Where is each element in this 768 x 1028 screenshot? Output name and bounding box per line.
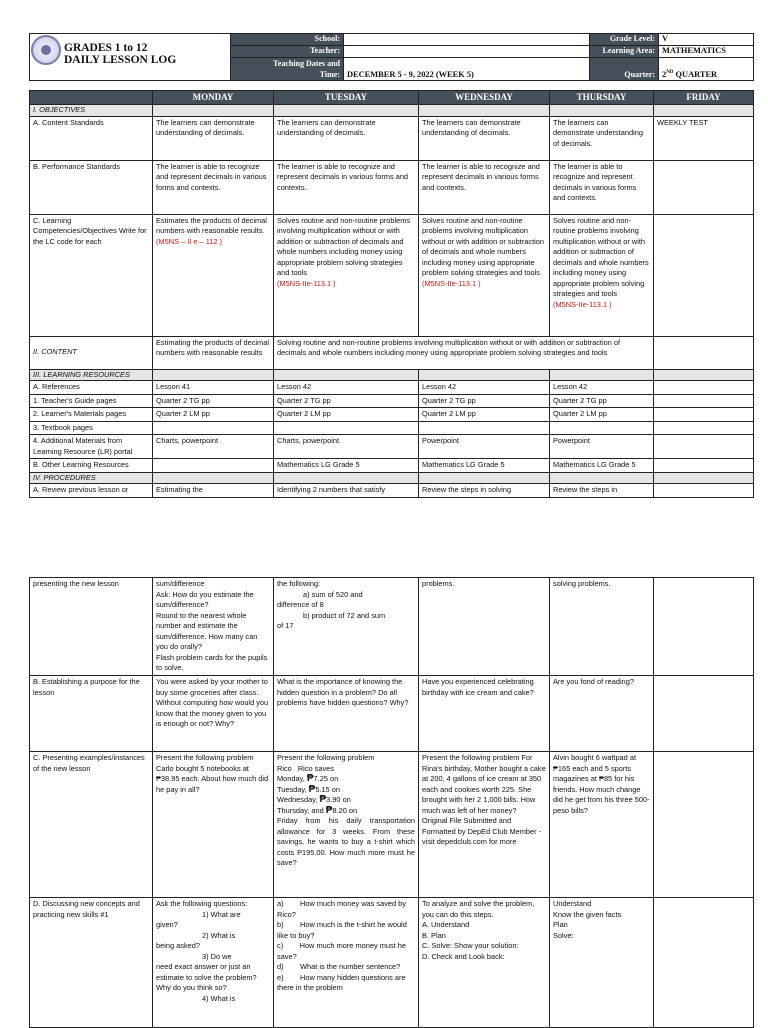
comp-thu (550, 214, 654, 336)
content-std-wed: The learners can demonstrate understanding of decimals. (419, 116, 550, 160)
add-mon: Charts, powerpoint (153, 435, 274, 459)
discuss-tue-a (277, 899, 415, 920)
discuss-tue-a-mark: a) (277, 899, 284, 908)
section-procedures (30, 472, 754, 484)
present-tue-line0: Present the following problem (277, 753, 375, 762)
review-label: A. Review previous lesson or (30, 484, 153, 498)
section-resources-label: III. LEARNING RESOURCES (30, 369, 153, 381)
review-label-cont: presenting the new lesson (30, 578, 153, 676)
ref-thu: Lesson 42 (550, 381, 654, 395)
section-objectives-label: I. OBJECTIVES (30, 105, 153, 117)
present-tue-amt-mon: 7.25 on (313, 774, 339, 783)
discuss-tue-b (277, 920, 415, 941)
discuss-wed-line4: D. Check and Look back: (422, 951, 505, 961)
dates-label-line1: Teaching Dates and (273, 59, 340, 68)
discuss-tue-e-text: How many hidden questions are there in the problem (277, 972, 406, 992)
review-tue-line3: difference of 8 (277, 600, 324, 609)
perf-std-wed: The learner is able to recognize and represent decimals in various forms and contexts. (419, 160, 550, 214)
review-wed: problems. (419, 578, 550, 676)
row-performance-standards (30, 160, 754, 214)
review-top-thu: Review the steps in (550, 484, 654, 498)
row-purpose (30, 676, 754, 752)
discussing-label: D. Discussing new concepts and practicing new skills #1 (30, 898, 153, 1028)
present-tue-wednesday (277, 795, 415, 806)
discuss-mon-line3: 2) What is (202, 930, 236, 940)
perf-std-mon: The learner is able to recognize and represent decimals in various forms and contexts. (153, 160, 274, 214)
content-label: II. CONTENT (30, 336, 153, 369)
area-label: Learning Area: (590, 46, 659, 58)
lesson-table-page1 (29, 90, 754, 498)
area-value: MATHEMATICS (659, 46, 754, 58)
day-wednesday: WEDNESDAY (419, 91, 550, 105)
present-tue-saves: Rico saves (297, 763, 334, 773)
title-line-2: DAILY LESSON LOG (64, 54, 177, 66)
discuss-wed (419, 898, 550, 1028)
review-tue-line2: a) sum of 520 and (303, 589, 363, 599)
add-wed: Powerpoint (419, 435, 550, 459)
row-competencies (30, 214, 754, 336)
discuss-mon-line2: given? (156, 920, 178, 929)
other-thu: Mathematics LG Grade 5 (550, 459, 654, 473)
ref-tue: Lesson 42 (274, 381, 419, 395)
discuss-tue-d-text: What is the number sentence? (300, 962, 401, 971)
other-label: B. Other Learning Resources (30, 459, 153, 473)
references-label: A. References (30, 381, 153, 395)
content-tue-thu: Solving routine and non-routine problems involving multiplication without or with addition or subtraction of decimals and whole numbers including money using appropriate problem solving strategies and tools (274, 336, 654, 369)
discuss-mon-line7: 4) What is (202, 993, 236, 1003)
content-standards-label: A. Content Standards (30, 116, 153, 160)
discuss-tue-d (277, 962, 415, 973)
lm-thu: Quarter 2 LM pp (550, 408, 654, 422)
review-top-mon: Estimating the (153, 484, 274, 498)
discuss-mon-line0: Ask the following questions: (156, 899, 248, 908)
performance-standards-label: B. Performance Standards (30, 160, 153, 214)
present-tue-tuesday (277, 785, 415, 796)
peso-icon: ₱ (306, 773, 314, 784)
perf-std-tue: The learner is able to recognize and represent decimals in various forms and contexts. (274, 160, 419, 214)
review-mon-line2: Ask: How do you estimate the sum/difference? (156, 589, 254, 609)
grade-label: Grade Level: (590, 34, 659, 46)
review-mon (153, 578, 274, 676)
peso-icon: ₱ (319, 794, 327, 805)
row-review-top (30, 484, 754, 498)
lm-tue: Quarter 2 LM pp (274, 408, 419, 422)
ref-wed: Lesson 42 (419, 381, 550, 395)
teacher-label: Teacher: (231, 46, 344, 58)
other-mon (153, 459, 274, 473)
present-tue-day-wed: Wednesday, (277, 795, 318, 804)
dates-label (231, 58, 344, 81)
other-wed: Mathematics LG Grade 5 (419, 459, 550, 473)
presenting-label: C. Presenting examples/instances of the new lesson (30, 752, 153, 898)
content-std-mon: The learners can demonstrate understanding of decimals. (153, 116, 274, 160)
peso-icon: ₱ (325, 804, 333, 816)
section-procedures-label: IV. PROCEDURES (30, 472, 153, 484)
review-tue-line1: the following: (277, 579, 321, 588)
present-tue-monday (277, 774, 415, 785)
purpose-label: B. Establishing a purpose for the lesson (30, 676, 153, 752)
content-fri (654, 336, 754, 369)
discuss-mon-line1: 1) What are (202, 909, 241, 919)
discuss-wed-line2: B. Plan (422, 930, 446, 940)
discuss-tue-a-text: How much money was saved by Rico? (277, 899, 406, 919)
day-friday: FRIDAY (654, 91, 754, 105)
discuss-mon-line5: 3) Do we (202, 951, 232, 961)
comp-wed (419, 214, 550, 336)
review-mon-line1: sum/difference (156, 579, 205, 588)
present-tue-day-mon: Monday, (277, 774, 305, 783)
quarter-label: Quarter: (590, 58, 659, 81)
present-wed-extra: Original File Submitted and Formatted by DepEd Club Member - visit depedclub.com for more (422, 816, 542, 846)
tg-label: 1. Teacher's Guide pages (30, 394, 153, 408)
title-line-1: GRADES 1 to 12 (64, 42, 148, 54)
present-wed-text: Present the following problem For Rina's birthday, Mother bought a cake at 200, 4 gallons of ice cream at 350 each and cookies worth 225. She brought with her 2 1,000 bills. How much was left of her money? (422, 753, 546, 815)
present-tue-day-tue: Tuesday, (277, 784, 307, 794)
discuss-mon (153, 898, 274, 1028)
review-mon-line4: Flash problem cards for the pupils to solve. (156, 652, 268, 672)
quarter-sup: ND (666, 69, 674, 75)
discuss-mon-line6: need exact answer or just an estimate to solve the problem? Why do you think so? (156, 962, 257, 992)
discuss-tue-c-text: How much more money must he save? (277, 941, 406, 961)
content-mon: Estimating the products of decimal numbers with reasonable results (153, 336, 274, 369)
present-tue-day-thu: Thursday, and (277, 805, 324, 815)
day-header-blank (30, 91, 153, 105)
day-monday: MONDAY (153, 91, 274, 105)
comp-tue-text: Solves routine and non-routine problems involving multiplication without or with addition or subtraction of decimals and whole numbers including money using appropriate problem solving strategies and tools (277, 215, 411, 277)
purpose-thu: Are you fond of reading? (550, 676, 654, 752)
review-thu: solving problems. (550, 578, 654, 676)
grade-value: V (659, 34, 754, 46)
comp-mon-text: Estimates the products of decimal numbers with reasonable results. (156, 215, 267, 235)
discuss-wed-line3: C. Solve: Show your solution: (422, 941, 519, 950)
present-tue-rest: Friday from his daily transportation allowance for 3 weeks. From these savings, he wants to buy a t-shirt which costs P195.00. How much more must he save? (277, 816, 415, 867)
purpose-mon: You were asked by your mother to buy some groceries after class. Without computing how would you know that the money given to you is enough or not? Why? (153, 676, 274, 752)
textbook-label: 3. Textbook pages (30, 421, 153, 435)
review-tue (274, 578, 419, 676)
discuss-thu-line2: Plan (553, 920, 568, 929)
comp-mon (153, 214, 274, 336)
review-tue-line4: b) product of 72 and sum (303, 610, 386, 620)
ref-mon: Lesson 41 (153, 381, 274, 395)
quarter-num: 2 (662, 69, 667, 79)
perf-std-fri (654, 160, 754, 214)
present-thu: Alvin bought 6 wattpad at ₱165 each and 5 sports magazines at ₱85 for his friends. How much change did he get from his three 500- peso bills? (550, 752, 654, 898)
dates-value: DECEMBER 5 - 9, 2022 (WEEK 5) (344, 58, 590, 81)
header-table (29, 33, 754, 81)
competencies-label: C. Learning Competencies/Objectives Write for the LC code for each (30, 214, 153, 336)
lm-label: 2. Learner's Materials pages (30, 408, 153, 422)
row-references (30, 381, 754, 395)
quarter-value (659, 58, 754, 81)
quarter-text: QUARTER (673, 69, 718, 79)
dates-label-line2: Time: (319, 70, 340, 79)
tg-wed: Quarter 2 TG pp (419, 394, 550, 408)
comp-tue (274, 214, 419, 336)
present-tue-amt-tue: 5.15 on (315, 784, 340, 794)
row-presenting (30, 752, 754, 898)
row-content-standards (30, 116, 754, 160)
content-std-tue: The learners can demonstrate understanding of decimals. (274, 116, 419, 160)
present-wed (419, 752, 550, 898)
day-thursday: THURSDAY (550, 91, 654, 105)
peso-icon: ₱ (308, 783, 316, 795)
discuss-thu-line0: Understand (553, 899, 592, 908)
discuss-tue (274, 898, 419, 1028)
present-tue-amt-wed: 3.90 on (326, 795, 351, 804)
lm-mon: Quarter 2 LM pp (153, 408, 274, 422)
content-std-thu: The learners can demonstrate understanding of decimals. (550, 116, 654, 160)
tg-thu: Quarter 2 TG pp (550, 394, 654, 408)
day-header-row (30, 91, 754, 105)
discuss-tue-e-mark: e) (277, 972, 284, 982)
discuss-tue-d-mark: d) (277, 962, 284, 971)
discuss-tue-c-mark: c) (277, 941, 284, 950)
present-tue-line1: Rico Rico saves (277, 763, 334, 773)
present-tue-amt-thu: 8.20 on (332, 805, 358, 815)
discuss-tue-b-mark: b) (277, 920, 284, 929)
comp-fri (654, 214, 754, 336)
row-review-continued (30, 578, 754, 676)
header-logo-cell (30, 34, 231, 81)
review-mon-line3: Round to the nearest whole number and estimate the sum/difference. How many can you do orally? (156, 610, 258, 651)
perf-std-thu: The learner is able to recognize and represent decimals in various forms and contexts. (550, 160, 654, 214)
row-content (30, 336, 754, 369)
comp-wed-text: Solves routine and non-routine problems involving multiplication without or with addition or subtraction of decimals and whole numbers including money using appropriate problem solving strategies and tools (422, 215, 545, 277)
discuss-wed-line1: A. Understand (422, 920, 470, 929)
discuss-thu (550, 898, 654, 1028)
section-objectives (30, 105, 754, 117)
discuss-wed-line0: To analyze and solve the problem, you can do this steps. (422, 899, 535, 919)
comp-thu-code: (M5NS-IIe-113.1 ) (553, 299, 612, 309)
comp-thu-text: Solves routine and non-routine problems involving multiplication without or with addition or subtraction of decimals and whole numbers including money using appropriate problem solving strategies and tools (553, 215, 649, 298)
row-additional-materials (30, 435, 754, 459)
school-label: School: (231, 34, 344, 46)
purpose-wed: Have you experienced celebrating birthday with ice cream and cake? (419, 676, 550, 752)
discuss-mon-line4: being asked? (156, 941, 200, 950)
row-other-resources (30, 459, 754, 473)
discuss-tue-c (277, 941, 415, 962)
present-tue (274, 752, 419, 898)
present-mon: Present the following problem Carlo bought 5 notebooks at ₱38.95 each. About how much did he pay in all? (153, 752, 274, 898)
other-tue: Mathematics LG Grade 5 (274, 459, 419, 473)
purpose-tue: What is the importance of knowing the hidden question in a problem? Do all problems have hidden questions? Why? (274, 676, 419, 752)
present-tue-thursday (277, 806, 415, 817)
teacher-value (344, 46, 590, 58)
discuss-tue-b-text: How much is the t-shirt he would like to buy? (277, 920, 407, 940)
add-thu: Powerpoint (550, 435, 654, 459)
day-tuesday: TUESDAY (274, 91, 419, 105)
row-lm-pages (30, 408, 754, 422)
discuss-tue-e (277, 973, 415, 994)
row-discussing (30, 898, 754, 1028)
row-textbook-pages (30, 421, 754, 435)
content-std-fri: WEEKLY TEST (654, 116, 754, 160)
review-top-wed: Review the steps in solving (419, 484, 550, 498)
comp-mon-code: (M5NS – II e – 112 ) (156, 236, 222, 246)
discuss-thu-line1: Know the given facts (553, 909, 622, 919)
lesson-table-page2 (29, 577, 754, 1028)
tg-tue: Quarter 2 TG pp (274, 394, 419, 408)
additional-label: 4. Additional Materials from Learning Resource (LR) portal (30, 435, 153, 459)
row-tg-pages (30, 394, 754, 408)
tg-mon: Quarter 2 TG pp (153, 394, 274, 408)
comp-tue-code: (M5NS-IIe-113.1 ) (277, 278, 336, 288)
school-value (344, 34, 590, 46)
section-resources (30, 369, 754, 381)
discuss-thu-line3: Solve: (553, 930, 574, 940)
add-tue: Charts, powerpoint (274, 435, 419, 459)
review-tue-line5: of 17 (277, 621, 294, 630)
lm-wed: Quarter 2 LM pp (419, 408, 550, 422)
comp-wed-code: (M5NS-IIe-113.1 ) (422, 278, 481, 288)
review-top-tue: Identifying 2 numbers that satisfy (274, 484, 419, 498)
